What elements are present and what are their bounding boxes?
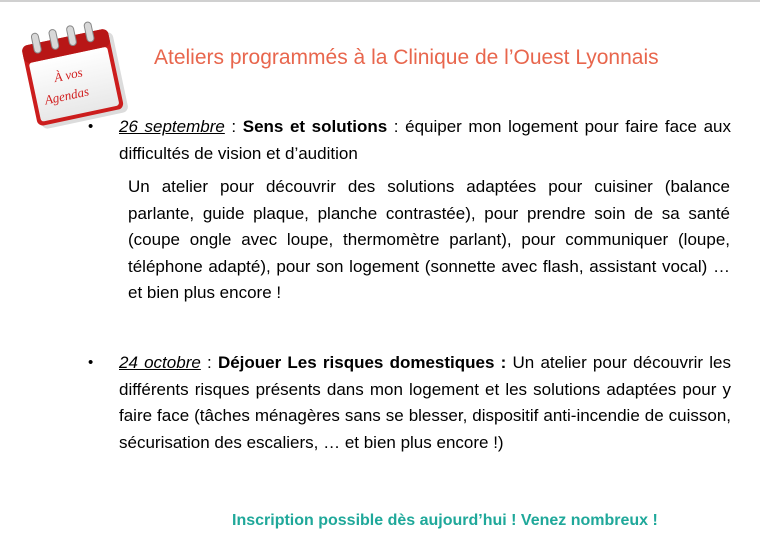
item-2-summary [119,350,731,456]
item-2-text: Un atelier pour découvrir les différents risques présents dans mon logement et les solutions adaptées pour y faire face (tâches ménagères sans se blesser, dispositif anti-incendie de cuisson, sécurisation des escaliers, … et bien plus encore !) [119,353,732,452]
item-1-separator: : [224,117,243,136]
item-2-date: 24 octobre [119,353,201,372]
item-1-heading: Sens et solutions [242,117,388,136]
calendar-text-line2: Agendas [43,83,91,108]
item-1-detail: Un atelier pour découvrir des solutions adaptées pour cuisiner (balance parlante, guide plaque, planche contrastée), pour prendre soin de sa santé (coupe ongle avec loupe, thermomètre parlant), pour communiquer (loupe, téléphone adapté), pour son logement (sonnette avec flash, assistant vocal) … et bien plus encore ! [128,177,730,302]
item-2-separator: : [200,353,218,372]
item-2-heading: Déjouer Les risques domestiques : [217,353,507,372]
footer-callout: Inscription possible dès aujourd’hui ! Venez nombreux ! [232,512,658,529]
bullet-1: • [88,118,94,135]
bullet-2: • [88,354,94,371]
item-1-text: : équiper mon logement pour faire face aux difficultés de vision et d’audition [119,117,732,163]
calendar-text-line1: À vos [52,64,84,86]
page-title: Ateliers programmés à la Clinique de l’Ouest Lyonnais [154,46,659,69]
item-1-summary [119,114,731,167]
calendar-icon [18,14,130,130]
item-1-date: 26 septembre [119,117,225,136]
top-border [0,0,760,2]
